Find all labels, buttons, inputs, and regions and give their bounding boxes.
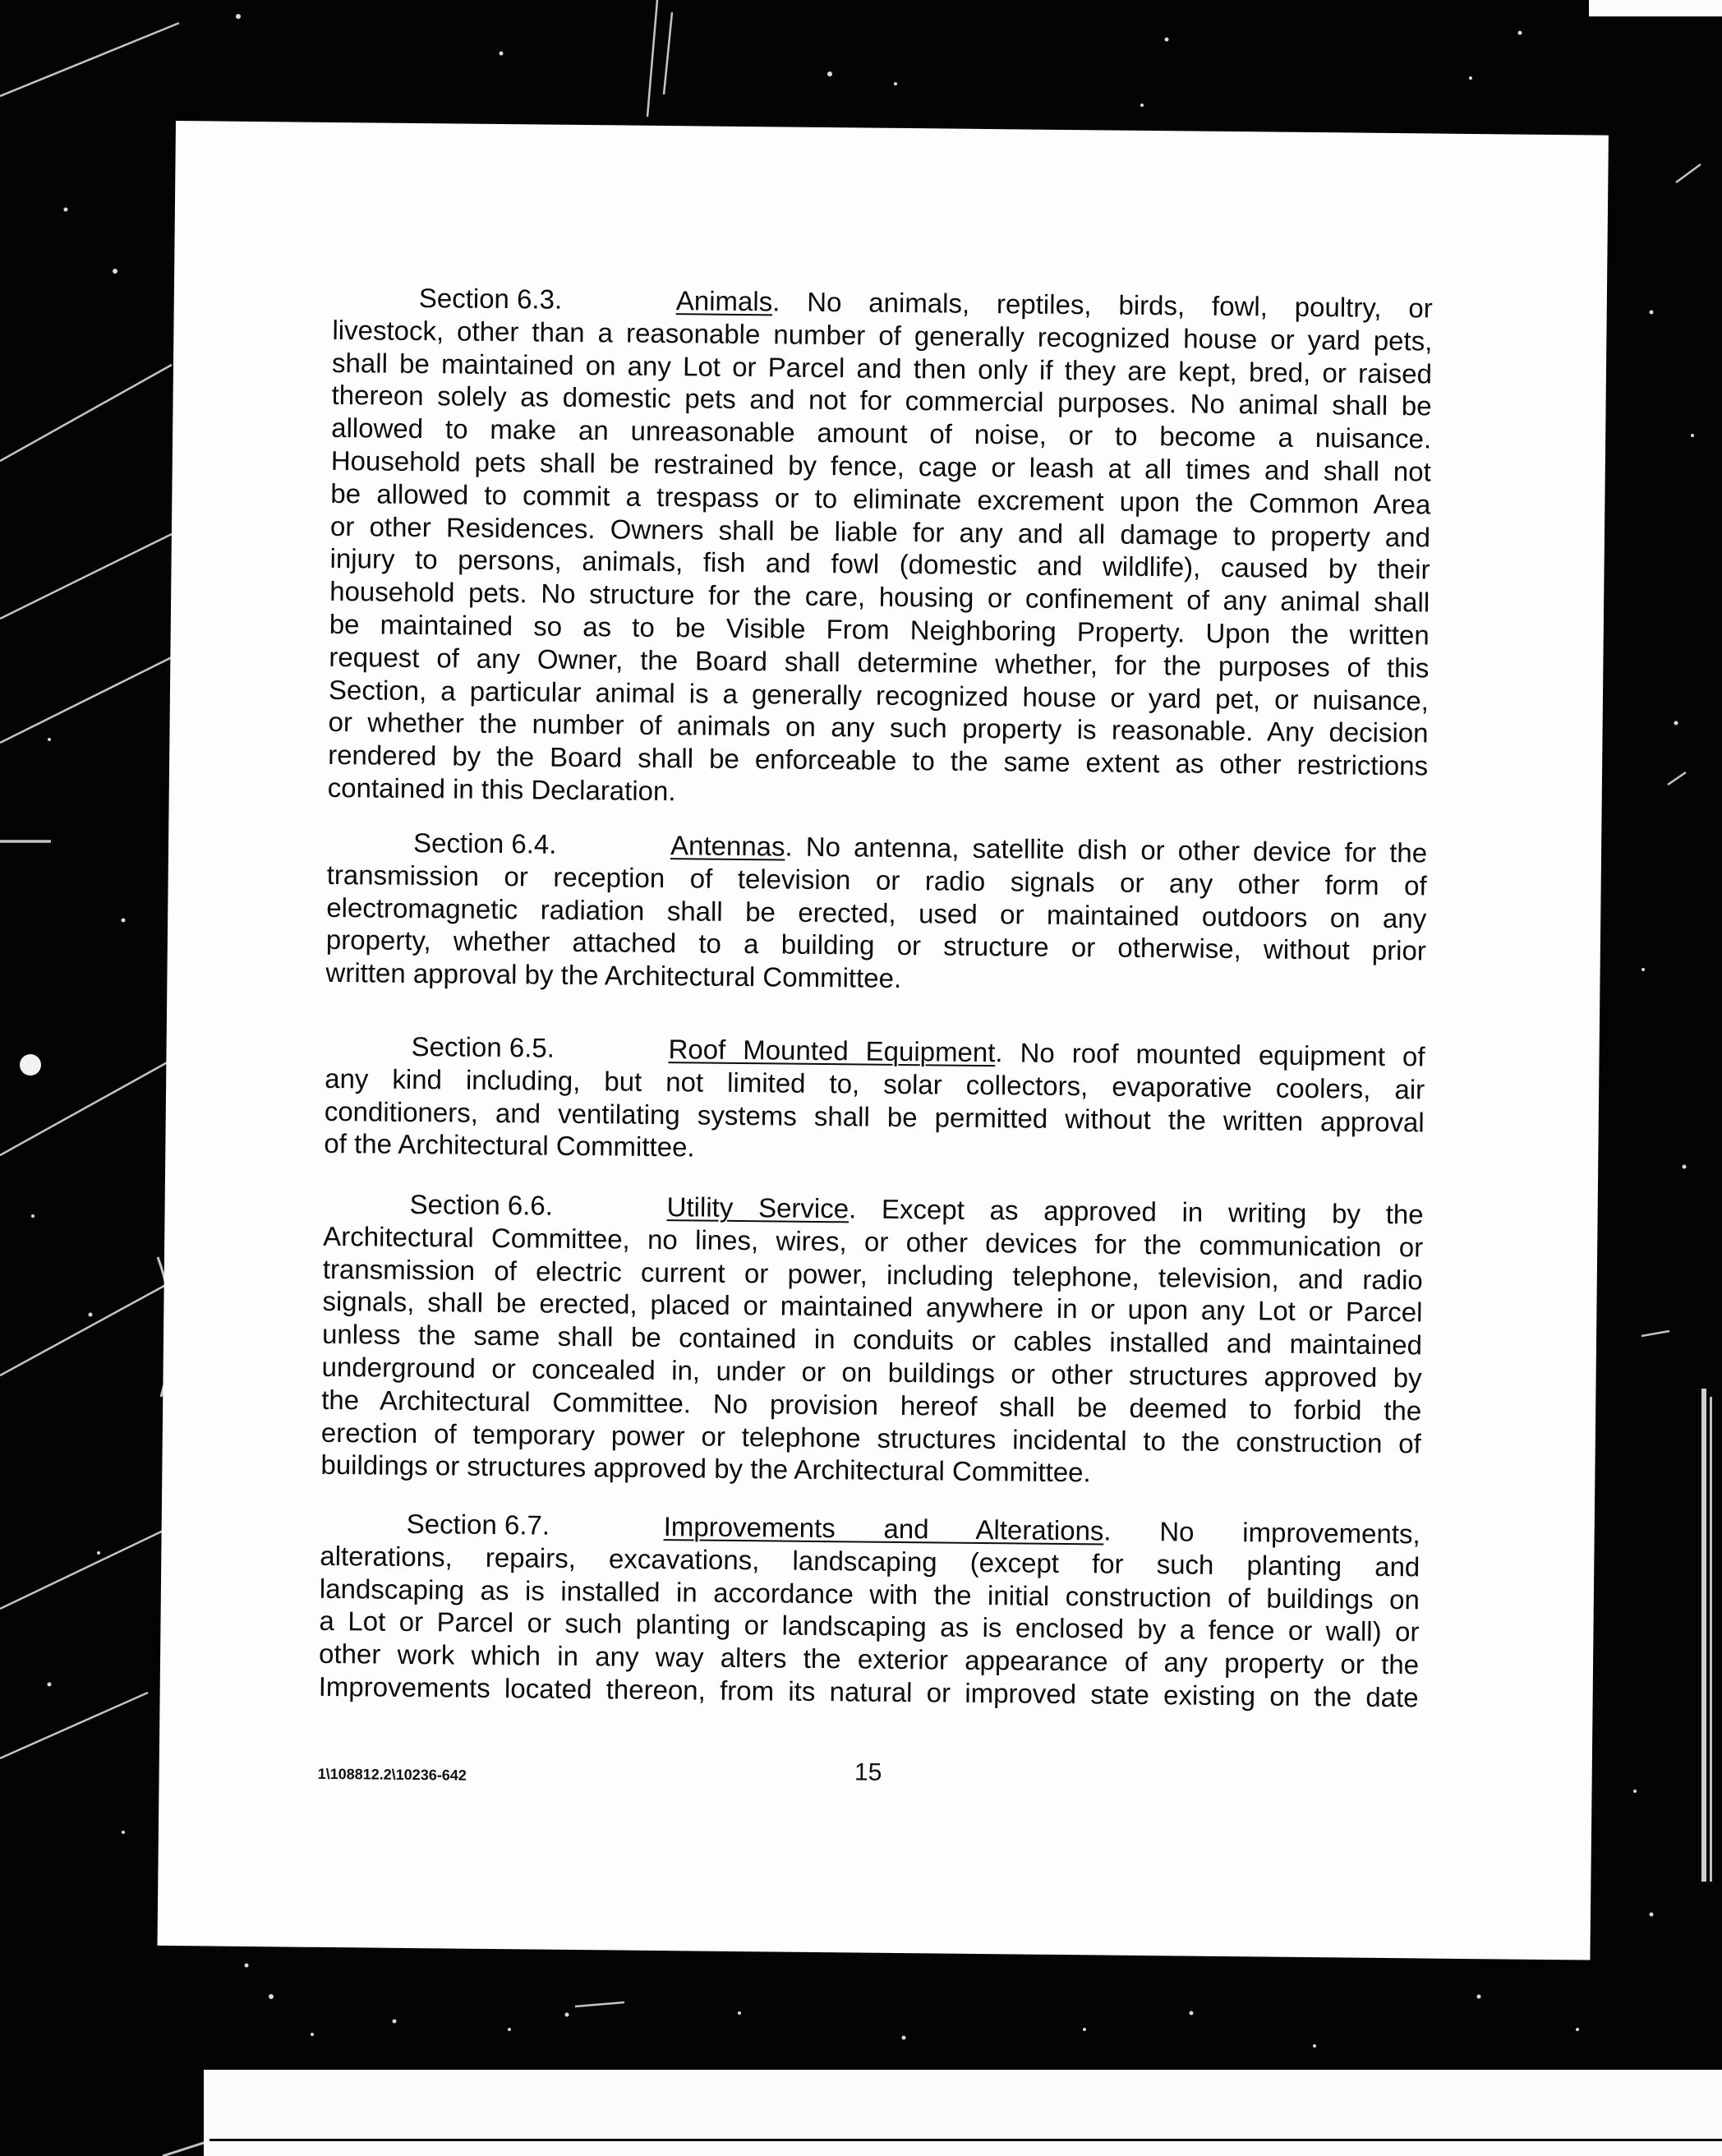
page-number: 15 xyxy=(854,1758,882,1786)
scan-dot xyxy=(393,2020,397,2024)
section-heading: Animals xyxy=(675,285,773,317)
scan-dot xyxy=(48,738,51,741)
scan-dot xyxy=(565,2013,569,2017)
body-line: underground or concealed in, under or on buildings or other structures approved by xyxy=(321,1351,1422,1394)
scan-streak xyxy=(0,23,179,96)
scan-edge-strip xyxy=(204,2070,1722,2156)
scan-dot xyxy=(1083,2028,1086,2031)
scan-dot xyxy=(902,2036,906,2040)
body-line: shall be maintained on any Lot or Parcel and then only if they are kept, bred, or raised xyxy=(331,347,1433,389)
scan-dot xyxy=(508,2028,511,2031)
section-number: Section 6.6. xyxy=(409,1188,554,1221)
scan-dot xyxy=(738,2011,741,2015)
section-heading: Antennas xyxy=(670,830,785,862)
scan-dot xyxy=(236,14,241,19)
scan-streak xyxy=(0,1527,172,1609)
scan-dot xyxy=(1650,311,1654,315)
section-number: Section 6.7. xyxy=(406,1508,550,1541)
section-6-6 xyxy=(320,1187,1424,1493)
scan-edge-line xyxy=(1710,1397,1712,1882)
scan-streak xyxy=(664,12,672,94)
section-heading: Utility Service xyxy=(666,1191,849,1224)
section-heading: Improvements and Alterations xyxy=(663,1511,1104,1546)
scan-dot xyxy=(1691,434,1694,437)
body-line: landscaping as is installed in accordance with the initial construction of buildings on xyxy=(319,1573,1420,1615)
scan-dot xyxy=(48,1683,52,1687)
section-number: Section 6.5. xyxy=(411,1030,555,1063)
scan-streak xyxy=(1676,164,1701,182)
scan-dot xyxy=(1190,2011,1194,2015)
body-line: be maintained so as to be Visible From Neighboring Property. Upon the written xyxy=(329,608,1430,651)
page-body xyxy=(317,281,1433,1786)
scan-dot xyxy=(311,2033,314,2036)
body-line: thereon solely as domestic pets and not for commercial purposes. No animal shall be xyxy=(331,380,1432,422)
scan-dot xyxy=(1518,31,1522,35)
scan-dot xyxy=(1683,1165,1687,1169)
section-6-5 xyxy=(324,1030,1425,1172)
section-text: . No improvements, xyxy=(1103,1515,1420,1550)
body-line: transmission of electric current or power, including telephone, television, and radio xyxy=(322,1253,1423,1296)
scan-dot xyxy=(122,919,126,923)
scan-dot xyxy=(1633,1790,1637,1793)
body-line: the Architectural Committee. No provision hereof shall be deemed to forbid the xyxy=(321,1384,1422,1426)
body-line: other work which in any way alters the exterior appearance of any property or the xyxy=(318,1638,1420,1680)
body-line: any kind including, but not limited to, solar collectors, evaporative coolers, air xyxy=(325,1062,1425,1105)
body-line: Improvements located thereon, from its natural or improved state existing on the date xyxy=(318,1670,1419,1713)
body-line: buildings or structures approved by the Architectural Committee. xyxy=(320,1449,1091,1488)
scan-dot xyxy=(1650,1913,1654,1917)
scan-edge-line xyxy=(1701,1389,1706,1882)
body-line: rendered by the Board shall be enforceable to the same extent as other restrictions xyxy=(328,739,1429,781)
scan-dot xyxy=(1313,2044,1316,2048)
section-text: . No animals, reptiles, birds, fowl, poultry, or xyxy=(771,286,1433,324)
body-line: unless the same shall be contained in conduits or cables installed and maintained xyxy=(321,1319,1423,1361)
document-page xyxy=(158,121,1609,1960)
section-number: Section 6.3. xyxy=(418,283,563,315)
document-id: 1\108812.2\10236-642 xyxy=(317,1765,467,1784)
scan-dot xyxy=(1469,76,1472,80)
body-line: be allowed to commit a trespass or to eliminate excrement upon the Common Area xyxy=(330,477,1431,520)
section-text: . Except as approved in writing by the xyxy=(848,1193,1424,1230)
scan-streak xyxy=(0,657,172,743)
section-text: . No antenna, satellite dish or other device for the xyxy=(785,831,1428,868)
body-line: of the Architectural Committee. xyxy=(324,1128,695,1163)
scan-streak xyxy=(1641,1331,1669,1336)
scan-dot xyxy=(1477,1995,1481,1999)
scan-dot xyxy=(827,71,832,76)
body-line: conditioners, and ventilating systems shall be permitted without the written approval xyxy=(324,1095,1425,1138)
body-line: written approval by the Architectural Committee. xyxy=(325,957,902,994)
body-line: allowed to make an unreasonable amount of noise, or to become a nuisance. xyxy=(331,412,1432,454)
scan-dot xyxy=(1576,2028,1579,2031)
scan-streak xyxy=(0,1693,148,1758)
scan-dot xyxy=(1641,968,1645,971)
body-line: signals, shall be erected, placed or maintained anywhere in or upon any Lot or Parcel xyxy=(322,1286,1423,1328)
scan-edge-corner xyxy=(1589,0,1722,16)
section-6-7 xyxy=(319,1507,1420,1714)
scan-edge-rule xyxy=(209,2139,1722,2141)
scan-dot xyxy=(97,1551,100,1555)
scan-dot xyxy=(89,1313,93,1317)
section-heading: Roof Mounted Equipment xyxy=(668,1034,996,1068)
scan-streak xyxy=(1668,772,1686,785)
scan-dot xyxy=(113,269,117,274)
section-number: Section 6.4. xyxy=(412,827,557,859)
scan-dot xyxy=(31,1214,35,1218)
body-line: Household pets shall be restrained by fence, cage or leash at all times and shall not xyxy=(330,445,1431,487)
scan-streak xyxy=(163,2141,209,2156)
scan-dot xyxy=(122,1831,125,1834)
body-line: Architectural Committee, no lines, wires, or other devices for the communication or xyxy=(323,1220,1424,1263)
body-line: transmission or reception of television or radio signals or any other form of xyxy=(326,859,1427,901)
scan-streak xyxy=(0,534,172,619)
body-line: contained in this Declaration. xyxy=(327,772,676,807)
scan-streak xyxy=(0,1282,172,1375)
scan-dot xyxy=(894,82,897,85)
body-line: electromagnetic radiation shall be erected, used or maintained outdoors on any xyxy=(326,891,1427,934)
scan-dot xyxy=(1674,721,1678,726)
scan-streak xyxy=(647,0,657,117)
body-line: injury to persons, animals, fish and fowl (domestic and wildlife), caused by their xyxy=(329,543,1430,585)
body-line: or other Residences. Owners shall be liable for any and all damage to property and xyxy=(329,510,1431,553)
body-line: household pets. No structure for the care, housing or confinement of any animal shall xyxy=(329,576,1430,618)
scan-streak xyxy=(0,365,172,461)
section-6-4 xyxy=(325,826,1427,1001)
section-6-3 xyxy=(328,281,1433,815)
body-line: livestock, other than a reasonable number of generally recognized house or yard pets, xyxy=(332,314,1433,357)
scan-blob xyxy=(20,1054,41,1076)
scan-streak xyxy=(575,2002,624,2006)
scan-dot xyxy=(500,52,504,56)
section-text: . No roof mounted equipment of xyxy=(995,1037,1425,1072)
body-line: or whether the number of animals on any such property is reasonable. Any decision xyxy=(328,707,1429,749)
body-line: erection of temporary power or telephone structures incidental to the construction of xyxy=(320,1417,1421,1459)
body-line: request of any Owner, the Board shall determine whether, for the purposes of this xyxy=(329,641,1430,684)
scan-dot xyxy=(1165,38,1169,42)
body-line: property, whether attached to a building or structure or otherwise, without prior xyxy=(325,924,1427,966)
scan-dot xyxy=(1140,104,1144,107)
body-line: Section, a particular animal is a generally recognized house or yard pet, or nuisance, xyxy=(328,674,1430,716)
body-line: a Lot or Parcel or such planting or landscaping as is enclosed by a fence or wall) or xyxy=(319,1605,1420,1647)
scan-dot xyxy=(245,1964,249,1968)
scan-dot xyxy=(269,1994,274,1999)
scan-dot xyxy=(64,208,68,212)
body-line: alterations, repairs, excavations, landscaping (except for such planting and xyxy=(320,1540,1420,1582)
